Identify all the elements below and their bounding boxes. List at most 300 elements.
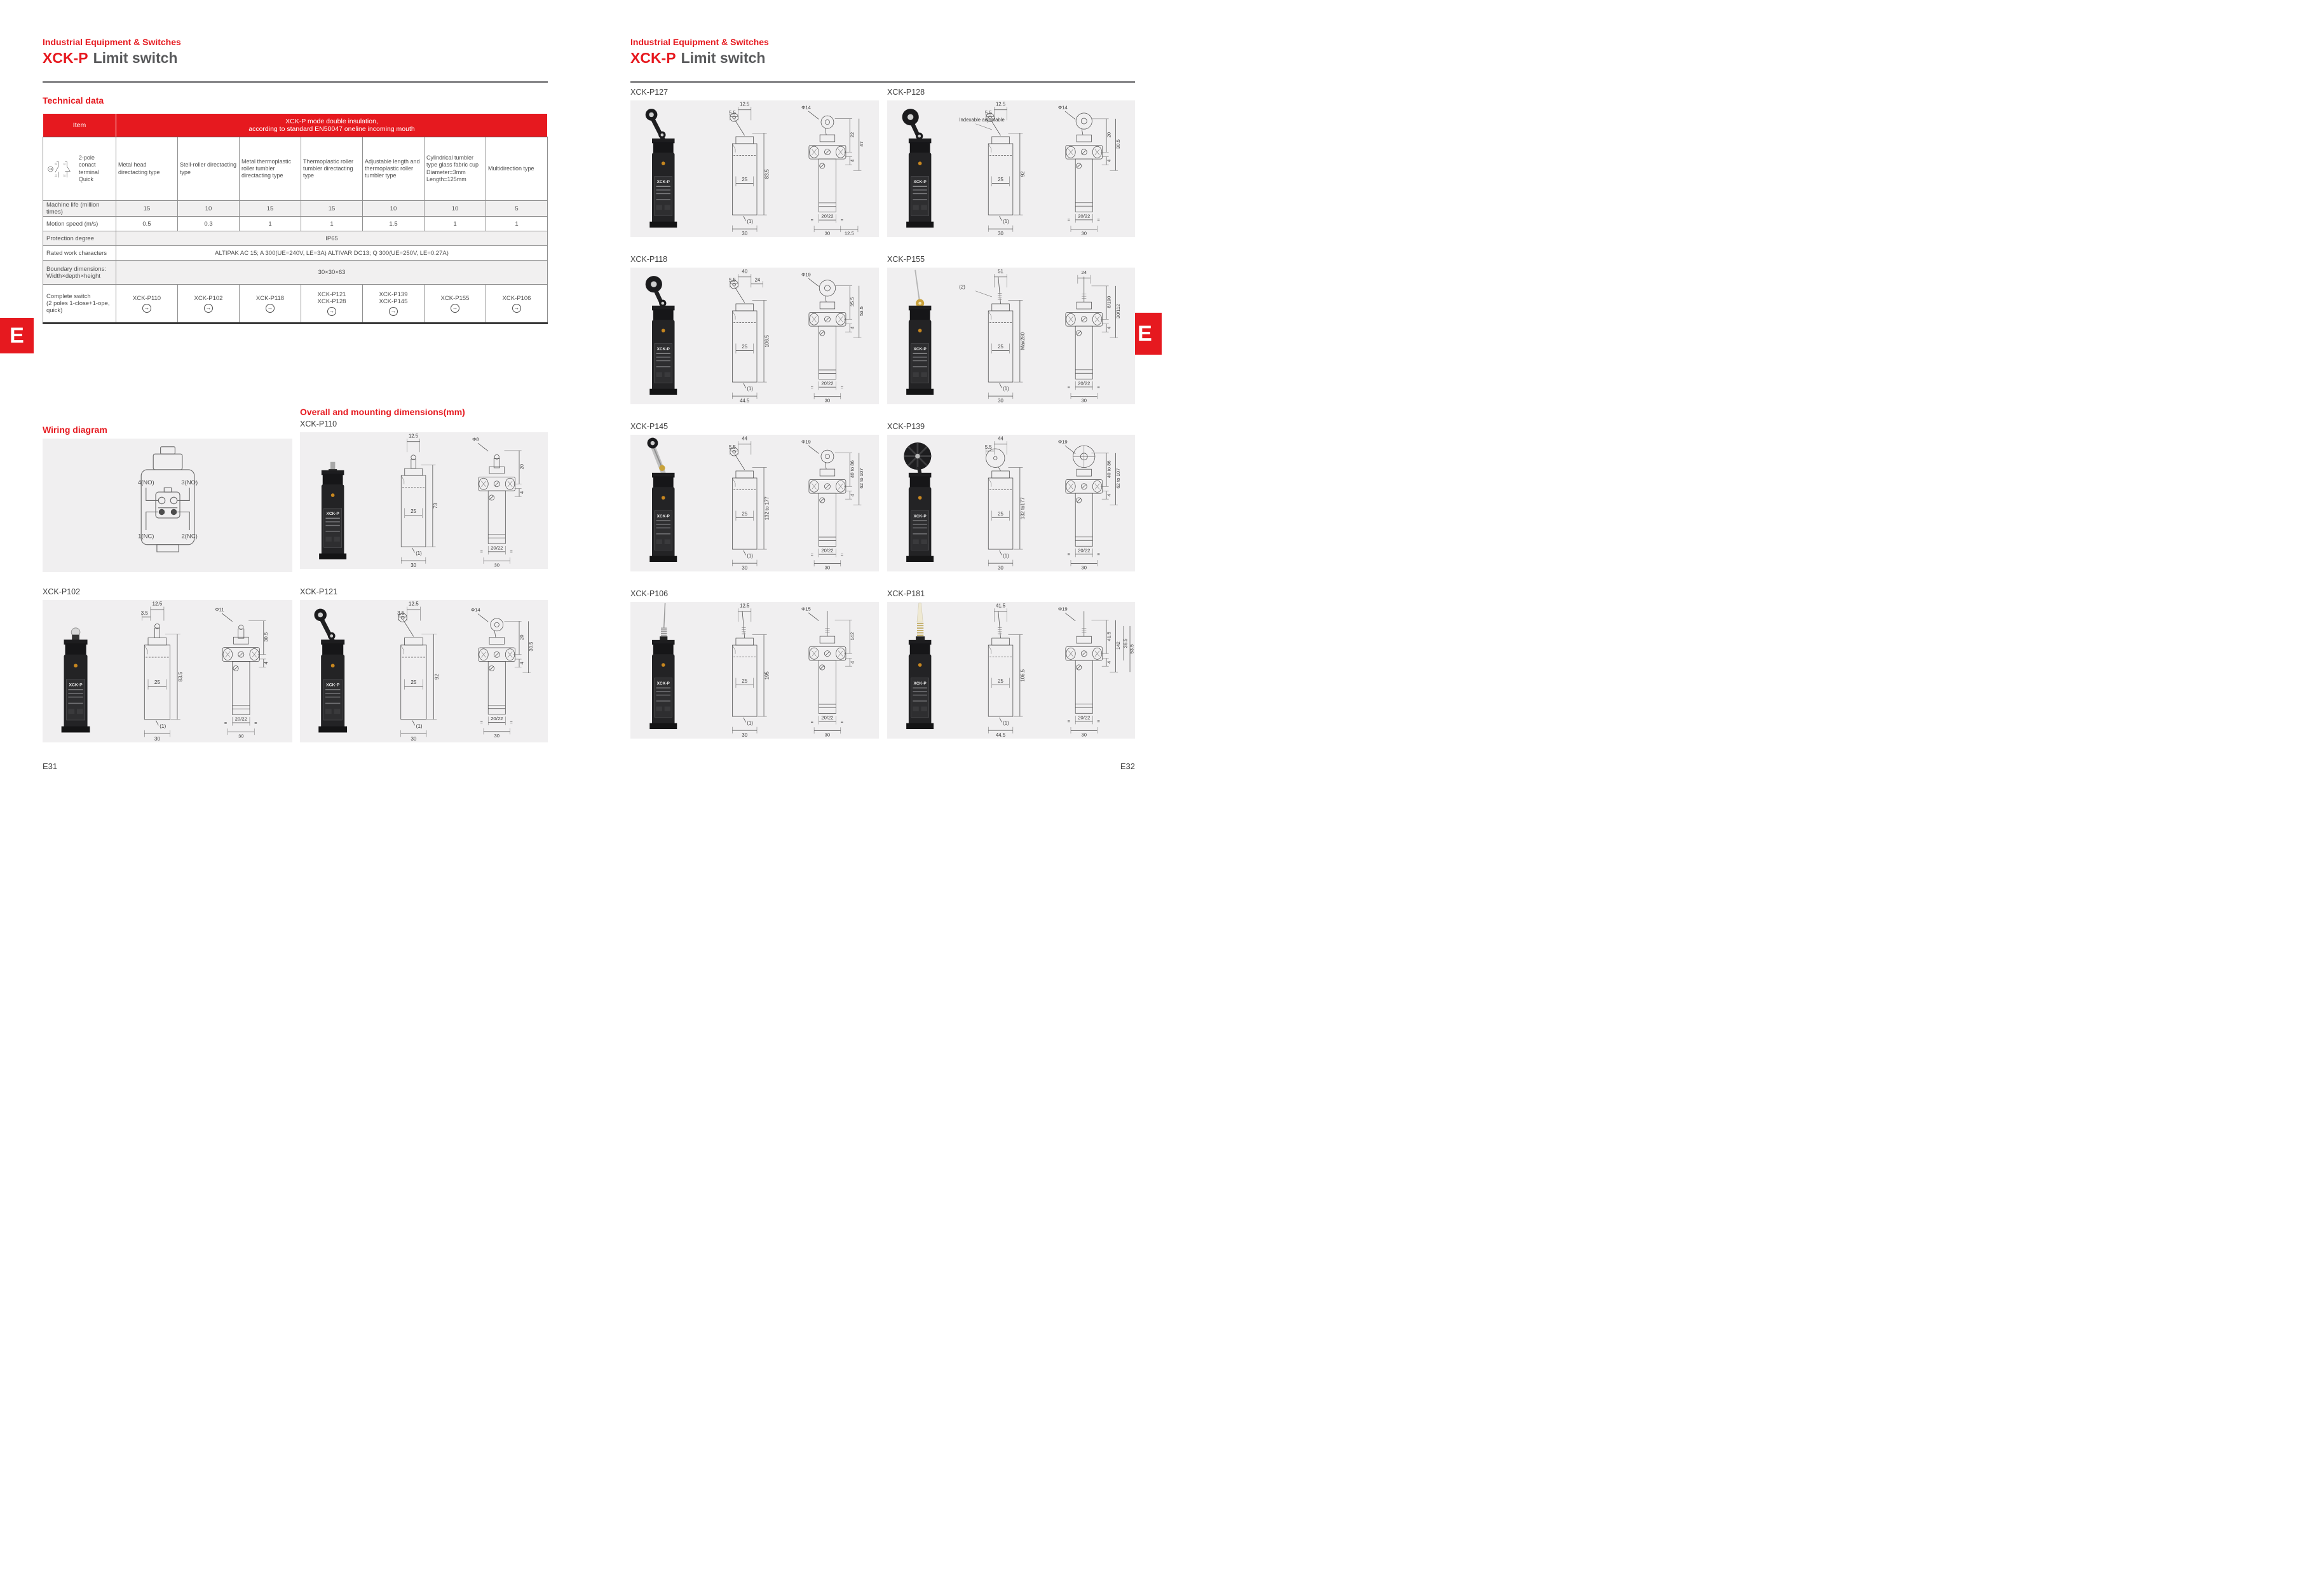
wiring-diagram-figure (43, 439, 292, 572)
svg-text:195: 195 (764, 671, 770, 680)
model-cell: XCK-P139 XCK-P145 → (363, 285, 425, 324)
svg-text:142: 142 (1115, 641, 1121, 650)
svg-text:XCK-P: XCK-P (326, 683, 340, 688)
svg-text:=: = (1097, 384, 1100, 390)
svg-text:20/22: 20/22 (490, 545, 503, 551)
contact-item-cell (43, 137, 116, 201)
svg-text:20/22: 20/22 (1077, 213, 1091, 219)
header-divider (630, 81, 1135, 83)
catalog-sheet (0, 0, 1162, 788)
page-title-model: XCK-P (43, 50, 88, 66)
svg-text:4: 4 (1106, 493, 1112, 496)
svg-text:12.5: 12.5 (996, 101, 1006, 107)
product-XCK-P110 (300, 420, 548, 569)
page-title (43, 50, 177, 67)
product-photo (300, 600, 364, 742)
cell-value: 15 (240, 201, 301, 217)
cell-value: 1 (301, 217, 363, 231)
product-photo (887, 602, 951, 739)
model-arrow-icon: → (451, 304, 459, 313)
svg-text:=: = (480, 549, 483, 555)
svg-text:53.5: 53.5 (1129, 644, 1135, 654)
svg-text:35.5: 35.5 (850, 297, 856, 307)
model-arrow-icon: → (327, 307, 336, 316)
product-figure (630, 602, 879, 739)
svg-text:XCK-P: XCK-P (913, 514, 927, 519)
dimensions-heading: Overall and mounting dimensions(mm) (300, 407, 465, 417)
product-figure (630, 435, 879, 571)
svg-text:4: 4 (262, 662, 269, 665)
svg-text:5.5: 5.5 (985, 110, 993, 116)
svg-text:=: = (841, 718, 844, 725)
svg-text:83.5: 83.5 (764, 169, 770, 179)
product-photo (887, 435, 951, 571)
front-view-drawing (951, 435, 1040, 571)
product-label: XCK-P155 (887, 255, 925, 264)
svg-text:3.5: 3.5 (140, 610, 149, 616)
svg-text:=: = (510, 720, 513, 726)
product-label: XCK-P127 (630, 88, 669, 97)
svg-text:30/112: 30/112 (1115, 304, 1121, 319)
svg-text:44: 44 (742, 435, 747, 442)
model-arrow-icon: → (389, 307, 398, 316)
table-row (43, 231, 548, 246)
svg-text:=: = (1067, 384, 1070, 390)
front-view-drawing (364, 600, 453, 742)
svg-text:30: 30 (998, 231, 1004, 237)
svg-text:4: 4 (1106, 660, 1112, 664)
cell-value: 1 (425, 217, 486, 231)
svg-text:30: 30 (411, 563, 417, 569)
side-view-drawing (1041, 602, 1135, 739)
model-cell: XCK-P106 → (486, 285, 548, 324)
svg-text:25: 25 (998, 510, 1004, 517)
product-label: XCK-P106 (630, 589, 669, 598)
svg-text:30: 30 (1081, 732, 1087, 738)
svg-text:62 to 107: 62 to 107 (1115, 468, 1121, 489)
product-label: XCK-P110 (300, 420, 337, 428)
svg-text:142: 142 (850, 632, 856, 641)
svg-text:30: 30 (494, 732, 499, 739)
product-figure (887, 268, 1135, 404)
type-header: Stell-roller directacting type (178, 137, 240, 201)
cell-value: 0.5 (116, 217, 178, 231)
svg-text:(2): (2) (959, 284, 966, 290)
merged-header-line1: XCK-P mode double insulation, (285, 118, 378, 125)
product-slot (43, 587, 292, 742)
page-left (43, 0, 548, 788)
svg-text:44: 44 (998, 435, 1004, 442)
product-slot (300, 420, 548, 569)
product-XCK-P118 (630, 255, 879, 404)
svg-text:Φ11: Φ11 (215, 606, 224, 613)
svg-text:30: 30 (742, 565, 747, 571)
product-photo (887, 268, 951, 404)
cell-value: 1.5 (363, 217, 425, 231)
svg-text:(1): (1) (416, 723, 423, 730)
model-arrow-icon: → (266, 304, 275, 313)
svg-text:25: 25 (742, 510, 747, 517)
svg-text:5.5: 5.5 (985, 444, 993, 451)
svg-text:25: 25 (154, 679, 161, 686)
svg-text:62 to 107: 62 to 107 (859, 468, 865, 489)
svg-text:4: 4 (850, 326, 856, 329)
svg-text:30: 30 (825, 230, 831, 236)
svg-text:30: 30 (742, 231, 747, 237)
svg-text:Φ19: Φ19 (801, 439, 812, 445)
product-figure (43, 600, 292, 742)
table-row (43, 285, 548, 324)
wiring-diagram-drawing (107, 442, 228, 569)
front-view-drawing (951, 602, 1040, 739)
svg-text:20/22: 20/22 (1077, 547, 1091, 554)
svg-text:XCK-P: XCK-P (656, 179, 670, 184)
svg-text:XCK-P: XCK-P (326, 511, 339, 516)
svg-text:30.5: 30.5 (262, 632, 269, 642)
type-header: Multidirection type (486, 137, 548, 201)
svg-text:41.5: 41.5 (996, 603, 1006, 609)
cell-value: IP65 (116, 231, 548, 246)
svg-text:=: = (811, 718, 814, 725)
side-view-drawing (1041, 100, 1135, 237)
side-view-drawing (1041, 268, 1135, 404)
page-title (630, 50, 765, 67)
svg-text:Φ19: Φ19 (1057, 439, 1068, 445)
svg-text:=: = (1097, 718, 1100, 725)
page-title-model: XCK-P (630, 50, 676, 66)
svg-text:12.5: 12.5 (409, 433, 419, 439)
product-XCK-P155 (887, 255, 1135, 404)
terminal-label-1nc: 1(NC) (137, 533, 154, 540)
svg-text:106.5: 106.5 (1020, 669, 1026, 682)
svg-text:20: 20 (519, 463, 525, 470)
svg-text:20/22: 20/22 (1077, 714, 1091, 721)
merged-header-cell (116, 114, 548, 137)
svg-text:XCK-P: XCK-P (913, 681, 927, 686)
product-XCK-P102 (43, 587, 292, 742)
svg-text:12.5: 12.5 (152, 601, 163, 607)
product-figure (300, 600, 548, 742)
svg-text:24: 24 (1081, 269, 1087, 275)
svg-text:(1): (1) (747, 385, 753, 392)
cell-value: 10 (178, 201, 240, 217)
front-view-drawing (364, 432, 453, 569)
product-slot (887, 589, 1135, 739)
svg-text:30: 30 (825, 397, 831, 404)
product-photo (630, 602, 695, 739)
product-XCK-P139 (887, 422, 1135, 571)
svg-text:20/22: 20/22 (1077, 380, 1091, 386)
svg-text:20/22: 20/22 (821, 380, 834, 386)
svg-text:3.5: 3.5 (397, 610, 405, 616)
svg-text:8/190: 8/190 (1106, 296, 1112, 308)
svg-text:25: 25 (411, 679, 417, 686)
terminal-label-4no: 4(NO) (137, 479, 154, 486)
svg-text:=: = (841, 384, 844, 390)
svg-text:(1): (1) (160, 723, 166, 730)
svg-text:20: 20 (519, 634, 525, 640)
product-slot (630, 88, 879, 237)
svg-text:(1): (1) (1003, 720, 1010, 726)
svg-text:30: 30 (1081, 397, 1087, 404)
svg-text:92: 92 (434, 674, 440, 680)
terminal-label-2nc: 2(NC) (181, 533, 198, 540)
front-view-drawing (695, 435, 785, 571)
row-label: Rated work characters (43, 246, 116, 261)
product-label: XCK-P118 (630, 255, 668, 264)
svg-text:4: 4 (1106, 326, 1112, 329)
svg-text:30: 30 (998, 565, 1004, 571)
product-XCK-P127 (630, 88, 879, 237)
svg-text:=: = (1067, 718, 1070, 725)
svg-text:14: 14 (55, 174, 58, 177)
page-eyebrow: Industrial Equipment & Switches (43, 37, 181, 47)
page-number: E31 (43, 761, 58, 771)
product-XCK-P128 (887, 88, 1135, 237)
svg-text:30: 30 (154, 736, 161, 742)
model-cell: XCK-P118 → (240, 285, 301, 324)
svg-text:=: = (811, 217, 814, 223)
svg-text:12.5: 12.5 (739, 101, 749, 107)
product-figure (300, 432, 548, 569)
svg-text:30: 30 (1081, 564, 1087, 571)
product-photo (630, 268, 695, 404)
front-view-drawing (951, 268, 1040, 404)
product-label: XCK-P139 (887, 422, 925, 431)
svg-text:(1): (1) (1003, 385, 1010, 392)
svg-text:44.5: 44.5 (996, 732, 1006, 739)
product-photo (630, 100, 695, 237)
front-view-drawing (951, 100, 1040, 237)
front-view-drawing (695, 602, 785, 739)
svg-text:XCK-P: XCK-P (913, 179, 927, 184)
table-row (43, 261, 548, 285)
svg-text:4: 4 (850, 159, 856, 162)
svg-text:=: = (224, 720, 227, 726)
svg-text:30: 30 (825, 564, 831, 571)
front-view-drawing (107, 600, 197, 742)
svg-text:=: = (1097, 217, 1100, 223)
svg-text:25: 25 (411, 508, 417, 514)
svg-text:20/22: 20/22 (490, 715, 503, 721)
svg-text:47: 47 (859, 141, 865, 147)
contact-symbol-icon (46, 155, 76, 183)
cell-value: 10 (363, 201, 425, 217)
svg-text:=: = (510, 549, 513, 555)
page-right (630, 0, 1135, 788)
svg-text:=: = (1067, 551, 1070, 557)
product-figure (630, 100, 879, 237)
svg-text:44.5: 44.5 (739, 398, 749, 404)
product-label: XCK-P121 (300, 587, 338, 596)
svg-text:20/22: 20/22 (821, 547, 834, 554)
cell-value: 0.3 (178, 217, 240, 231)
model-cell: XCK-P121 XCK-P128 → (301, 285, 363, 324)
svg-text:(1): (1) (747, 218, 753, 224)
svg-text:Φ19: Φ19 (801, 271, 812, 278)
svg-text:Φ8: Φ8 (472, 436, 479, 442)
svg-text:30: 30 (494, 562, 499, 568)
svg-text:106.5: 106.5 (764, 335, 770, 348)
side-view-drawing (784, 602, 879, 739)
svg-text:(1): (1) (747, 720, 753, 726)
svg-text:40 to 86: 40 to 86 (850, 460, 856, 478)
svg-text:25: 25 (998, 678, 1004, 684)
svg-text:36.5: 36.5 (1122, 638, 1129, 648)
svg-text:4: 4 (850, 660, 856, 664)
cell-value: 10 (425, 201, 486, 217)
technical-data-table (43, 113, 548, 324)
svg-text:12.5: 12.5 (739, 603, 749, 609)
svg-text:25: 25 (742, 343, 747, 350)
svg-text:20/22: 20/22 (234, 716, 247, 722)
svg-text:Φ14: Φ14 (1057, 104, 1068, 111)
svg-text:51: 51 (998, 268, 1004, 275)
svg-text:20: 20 (1106, 132, 1112, 138)
row-label: Boundary dimensions: Width×depth×height (43, 261, 116, 285)
side-view-drawing (454, 432, 548, 569)
product-XCK-P145 (630, 422, 879, 571)
svg-text:4: 4 (519, 491, 525, 494)
table-row (43, 201, 548, 217)
side-view-drawing (784, 100, 879, 237)
row-label: Complete switch (2 poles 1-close+1-ope, quick) (43, 285, 116, 324)
cell-value: 15 (301, 201, 363, 217)
svg-text:Φ14: Φ14 (801, 104, 812, 111)
product-XCK-P121 (300, 587, 548, 742)
svg-text:Φ15: Φ15 (801, 606, 812, 612)
svg-text:132 to177: 132 to177 (1020, 497, 1026, 520)
product-label: XCK-P128 (887, 88, 925, 97)
cell-value: ALTIPAK AC 15; A 300(UE=240V, LE=3A) ALTIVAR DC13; Q 300(UE=250V, LE=0.27A) (116, 246, 548, 261)
product-slot (887, 255, 1135, 404)
side-view-drawing (198, 600, 292, 742)
model-arrow-icon: → (142, 304, 151, 313)
row-label: Machine life (million times) (43, 201, 116, 217)
svg-text:=: = (1097, 551, 1100, 557)
svg-text:=: = (254, 720, 257, 726)
product-slot (630, 255, 879, 404)
cell-value: 5 (486, 201, 548, 217)
side-view-drawing (784, 435, 879, 571)
product-photo (43, 600, 107, 742)
svg-text:XCK-P: XCK-P (913, 346, 927, 352)
cell-value: 1 (240, 217, 301, 231)
front-view-drawing (695, 100, 785, 237)
svg-text:30: 30 (238, 733, 244, 739)
svg-text:25: 25 (998, 343, 1004, 350)
svg-text:XCK-P: XCK-P (656, 514, 670, 519)
svg-text:(1): (1) (1003, 218, 1010, 224)
page-number: E32 (1120, 761, 1135, 771)
model-cell: XCK-P102 → (178, 285, 240, 324)
type-header: Metal thermoplastic roller tumbler directacting type (240, 137, 301, 201)
svg-text:=: = (480, 720, 483, 726)
product-XCK-P106 (630, 589, 879, 739)
svg-text:40: 40 (742, 268, 747, 275)
svg-text:(1): (1) (1003, 552, 1010, 559)
svg-text:30: 30 (825, 732, 831, 738)
svg-text:(1): (1) (747, 552, 753, 559)
svg-text:20/22: 20/22 (821, 213, 834, 219)
product-slot (887, 88, 1135, 237)
svg-text:41.5: 41.5 (1106, 631, 1112, 641)
svg-text:22: 22 (850, 132, 856, 138)
product-slot (630, 422, 879, 571)
svg-text:21: 21 (63, 162, 66, 165)
product-photo (300, 432, 364, 569)
type-header: Adjustable length and thermoplastic roller tumbler type (363, 137, 425, 201)
model-cell: XCK-P110 → (116, 285, 178, 324)
row-label: Protection degree (43, 231, 116, 246)
svg-text:=: = (841, 551, 844, 557)
svg-text:25: 25 (742, 678, 747, 684)
svg-text:(1): (1) (416, 550, 423, 556)
product-label: XCK-P102 (43, 587, 81, 596)
svg-text:30.5: 30.5 (1115, 139, 1121, 149)
side-view-drawing (784, 268, 879, 404)
svg-text:=: = (841, 217, 844, 223)
svg-text:25: 25 (742, 176, 747, 182)
svg-text:83.5: 83.5 (177, 671, 184, 682)
svg-text:4: 4 (1106, 159, 1112, 162)
svg-text:40 to 86: 40 to 86 (1106, 460, 1112, 479)
svg-text:30: 30 (1081, 230, 1087, 236)
type-header: Cylindrical tumbler type glass fabric cup Diameter=3mm Length=125mm (425, 137, 486, 201)
svg-text:22: 22 (63, 174, 66, 177)
svg-text:24: 24 (754, 277, 760, 283)
svg-text:30: 30 (742, 732, 747, 739)
product-label: XCK-P145 (630, 422, 669, 431)
product-slot (887, 422, 1135, 571)
cell-value: 15 (116, 201, 178, 217)
svg-text:=: = (811, 551, 814, 557)
svg-text:20/22: 20/22 (821, 714, 834, 721)
table-row (43, 246, 548, 261)
item-header-cell: Item (43, 114, 116, 137)
contact-item-text: 2-pole conact terminal Quick (78, 154, 99, 182)
svg-text:12.5: 12.5 (845, 230, 855, 236)
technical-data-heading: Technical data (43, 95, 104, 106)
table-header-row (43, 114, 548, 137)
cell-value: 30×30×63 (116, 261, 548, 285)
svg-text:30: 30 (998, 398, 1004, 404)
model-cell: XCK-P155 → (425, 285, 486, 324)
product-figure (887, 602, 1135, 739)
svg-text:5.5: 5.5 (728, 277, 736, 283)
page-title-rest: Limit switch (681, 50, 766, 66)
product-figure (887, 435, 1135, 571)
side-view-drawing (454, 600, 548, 742)
svg-text:4: 4 (850, 493, 856, 496)
product-slot (630, 589, 879, 739)
type-header-row (43, 137, 548, 201)
svg-text:XCK-P: XCK-P (656, 346, 670, 352)
svg-text:=: = (811, 384, 814, 390)
svg-text:=: = (1067, 217, 1070, 223)
page-eyebrow: Industrial Equipment & Switches (630, 37, 769, 47)
cell-value: 1 (486, 217, 548, 231)
svg-text:Max280: Max280 (1020, 332, 1026, 350)
side-view-drawing (1041, 435, 1135, 571)
merged-header-line2: according to standard EN50047 oneline incoming mouth (248, 125, 415, 133)
product-label: XCK-P181 (887, 589, 925, 598)
product-figure (887, 100, 1135, 237)
svg-text:25: 25 (998, 176, 1004, 182)
svg-text:30: 30 (411, 736, 417, 742)
section-tab-right: E (1128, 313, 1162, 355)
table-row (43, 217, 548, 231)
